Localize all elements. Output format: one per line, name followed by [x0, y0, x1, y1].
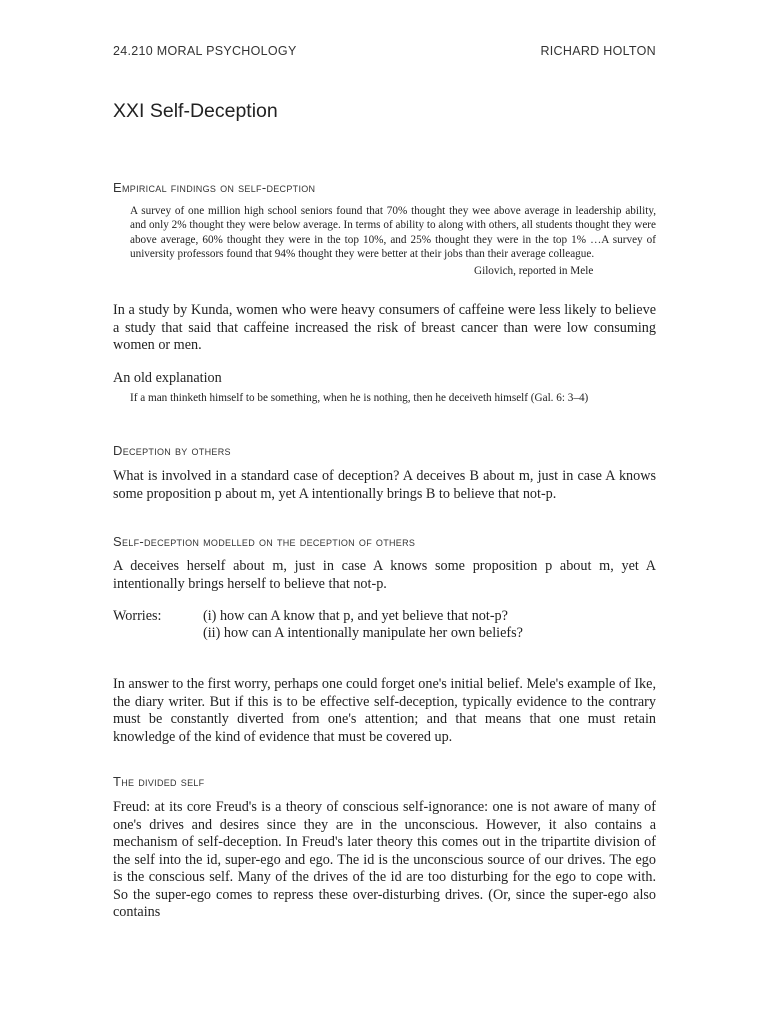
first-worry-answer-paragraph: In answer to the first worry, perhaps one could forget one's initial belief. Mele's example of Ike, the diary writer. But if this is to be effective self-deception, typically evidence to the contrary must be constantly diverted from one's attention; and that means that one must retain knowledge of the kind of evidence that must be covered up.: [113, 676, 656, 745]
quote-attribution: Gilovich, reported in Mele: [474, 265, 594, 277]
worry-item-2: (ii) how can A intentionally manipulate her own beliefs?: [203, 625, 523, 641]
page-header: [113, 44, 656, 58]
section-heading-divided-self: The divided self: [113, 774, 205, 789]
section-heading-old-explanation: An old explanation: [113, 370, 222, 386]
author-label: RICHARD HOLTON: [540, 44, 656, 58]
kunda-paragraph: In a study by Kunda, women who were heavy consumers of caffeine were less likely to believe a study that said that caffeine increased the risk of breast cancer than were low consuming women or men.: [113, 302, 656, 353]
worries-block: [113, 608, 656, 644]
section-heading-empirical: Empirical findings on self-decption: [113, 180, 316, 195]
divided-self-paragraph: Freud: at its core Freud's is a theory of conscious self-ignorance: one is not aware of many of one's drives and desires since they are in the unconscious. However, it also contains a mechanism of self-deception. In Freud's later theory this comes out in the tripartite division of the self into the id, super-ego and ego. The id is the unconscious source of our drives. The ego is the conscious self. Many of the drives of the id are too disturbing for the ego to cope with. So the super-ego comes to repress these over-disturbing drives. (Or, since the super-ego also contains: [113, 799, 656, 920]
section-heading-self-deception-modelled: Self-deception modelled on the deception of others: [113, 534, 416, 549]
deception-by-others-paragraph: What is involved in a standard case of deception? A deceives B about m, just in case A knows some proposition p about m, yet A intentionally brings B to believe that not-p.: [113, 468, 656, 502]
survey-quote: A survey of one million high school seniors found that 70% thought they wee above average in leadership ability, and only 2% thought they were below average. In terms of ability to along with others, all students thought they were above average, 60% thought they were in the top 10%, and 25% thought they were in the top 1% …A survey of university professors found that 94% thought they were better at their jobs than their average colleague.: [130, 205, 656, 260]
worry-item-1: (i) how can A know that p, and yet believe that not-p?: [203, 608, 508, 624]
page-title: XXI Self-Deception: [113, 100, 278, 122]
galatians-quote: If a man thinketh himself to be something, when he is nothing, then he deceiveth himself (Gal. 6: 3–4): [130, 392, 589, 404]
self-deception-definition-paragraph: A deceives herself about m, just in case A knows some proposition p about m, yet A intentionally brings herself to believe that not-p.: [113, 558, 656, 592]
section-heading-deception-by-others: Deception by others: [113, 443, 231, 458]
course-label: 24.210 MORAL PSYCHOLOGY: [113, 44, 297, 58]
worries-label: Worries:: [113, 608, 162, 624]
